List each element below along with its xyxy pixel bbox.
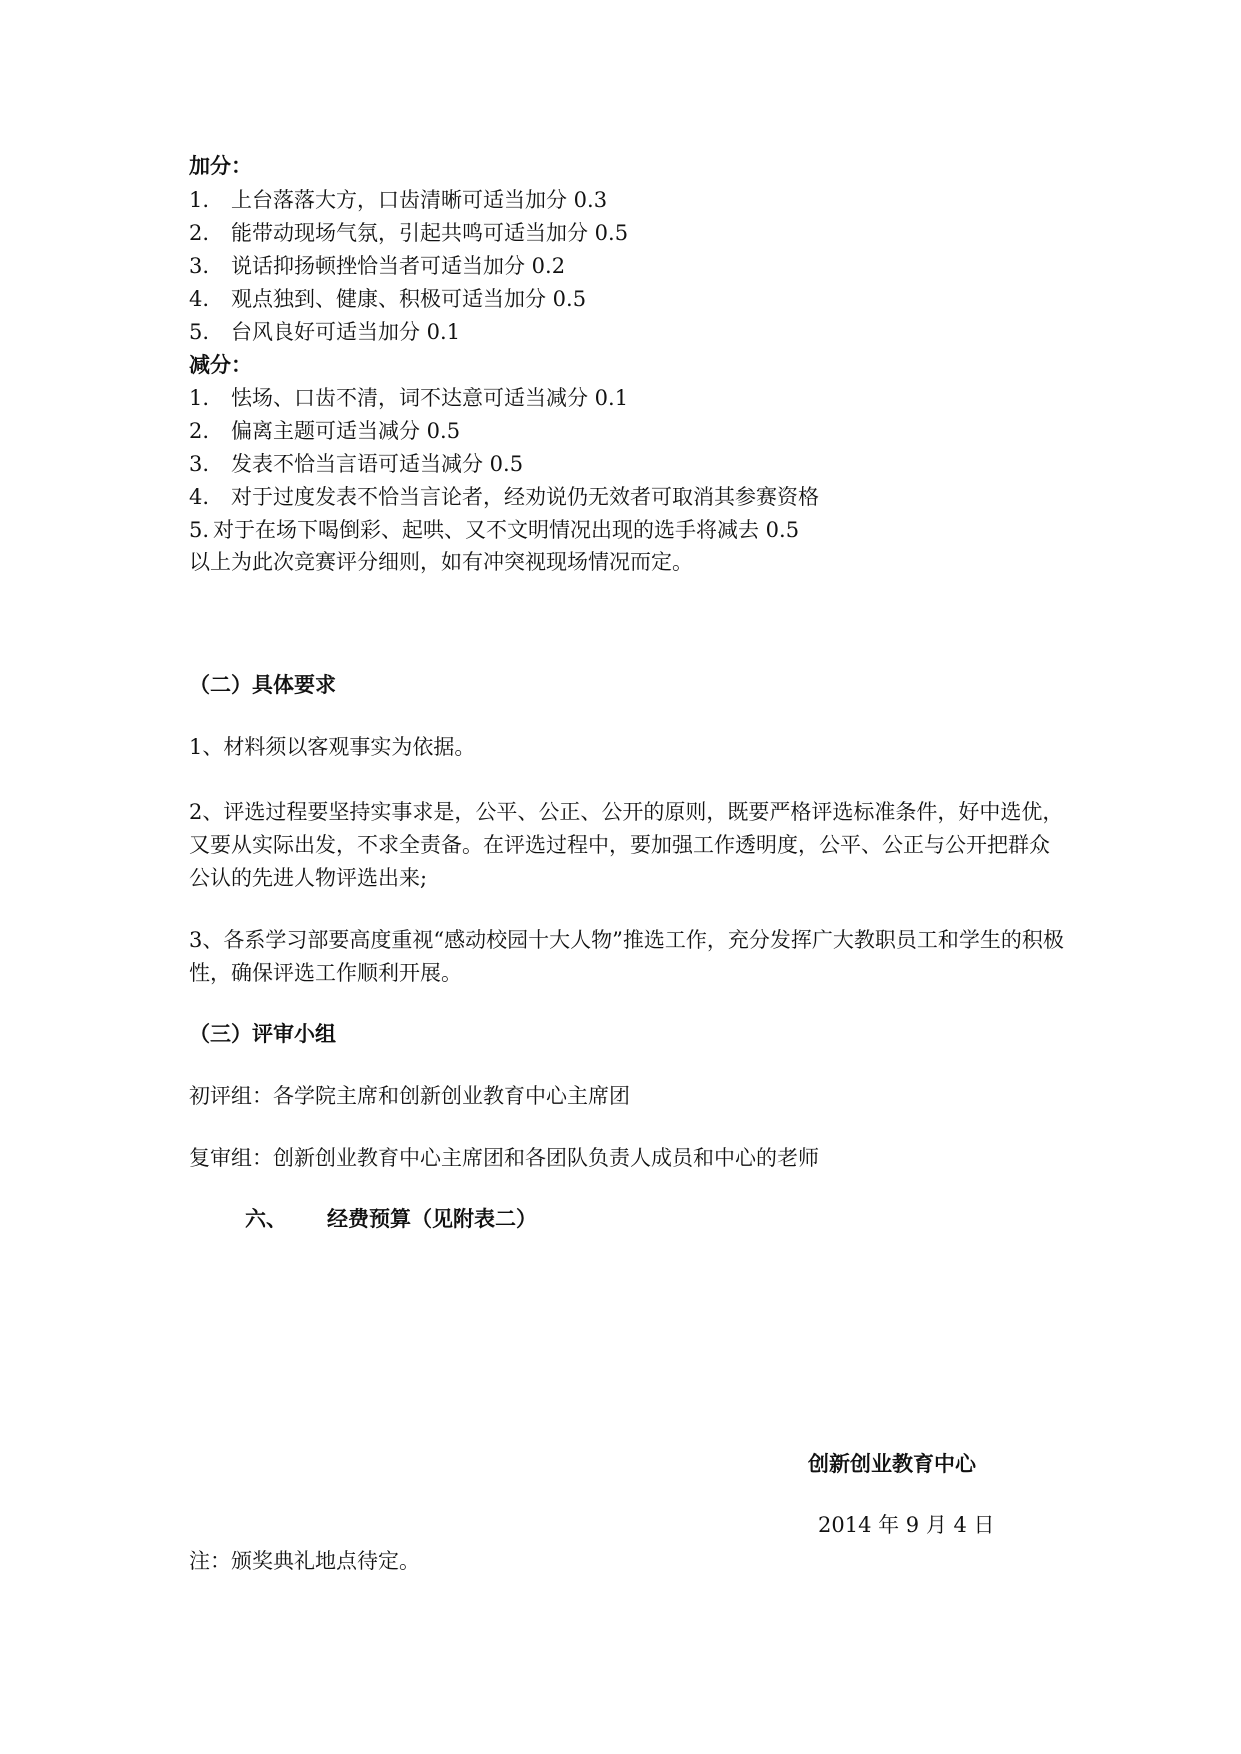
penalty-item-3-num: 3. [189, 452, 210, 476]
requirement-paragraph-2: 2、评选过程要坚持实事求是，公平、公正、公开的原则，既要严格评选标准条件，好中选优，又要从实际出发，不求全责备。在评选过程中，要加强工作透明度，公平、公正与公开把群众公认的先进人物评选出来; [189, 800, 1064, 890]
bonus-title: 加分： [189, 153, 252, 178]
bonus-item-5-num: 5. [189, 320, 210, 344]
bonus-item-1 [189, 186, 607, 214]
bonus-item-2-text: 能带动现场气氛，引起共鸣可适当加分 0.5 [231, 221, 629, 245]
penalty-item-4-num: 4. [189, 485, 210, 509]
penalty-title: 减分： [189, 352, 252, 377]
bonus-item-2 [189, 219, 628, 247]
penalty-summary: 以上为此次竞赛评分细则，如有冲突视现场情况而定。 [189, 550, 693, 574]
footnote: 注：颁奖典礼地点待定。 [189, 1549, 420, 1573]
penalty-item-2-text: 偏离主题可适当减分 0.5 [231, 419, 461, 443]
bonus-item-1-num: 1. [189, 188, 210, 212]
requirements-heading: （二）具体要求 [189, 672, 336, 697]
penalty-item-2-num: 2. [189, 419, 210, 443]
bonus-item-5 [189, 318, 460, 346]
requirement-paragraph-3: 3、各系学习部要高度重视“感动校园十大人物”推选工作，充分发挥广大教职员工和学生的积极性，确保评选工作顺利开展。 [189, 928, 1064, 985]
budget-heading-text: 经费预算（见附表二） [327, 1206, 537, 1231]
penalty-item-3-text: 发表不恰当言语可适当减分 0.5 [231, 452, 524, 476]
signature-date: 2014 年 9 月 4 日 [818, 1513, 995, 1537]
bonus-item-3-num: 3. [189, 254, 210, 278]
bonus-item-1-text: 上台落落大方，口齿清晰可适当加分 0.3 [231, 188, 608, 212]
bonus-item-4 [189, 285, 586, 313]
signature-org: 创新创业教育中心 [808, 1451, 976, 1476]
penalty-item-1 [189, 384, 628, 412]
bonus-item-2-num: 2. [189, 221, 210, 245]
review-final-group: 复审组：创新创业教育中心主席团和各团队负责人成员和中心的老师 [189, 1146, 819, 1170]
penalty-item-4-text: 对于过度发表不恰当言论者，经劝说仍无效者可取消其参赛资格 [231, 485, 819, 509]
penalty-item-4 [189, 483, 819, 511]
penalty-item-1-num: 1. [189, 386, 210, 410]
penalty-item-1-text: 怯场、口齿不清，词不达意可适当减分 0.1 [231, 386, 629, 410]
penalty-item-2 [189, 417, 460, 445]
bonus-item-4-num: 4. [189, 287, 210, 311]
penalty-item-5-num: 5. [189, 518, 210, 542]
penalty-item-5 [189, 516, 799, 544]
review-initial-group: 初评组：各学院主席和创新创业教育中心主席团 [189, 1084, 630, 1108]
budget-heading [245, 1205, 537, 1233]
bonus-item-3 [189, 252, 565, 280]
review-heading: （三）评审小组 [189, 1021, 336, 1046]
penalty-item-3 [189, 450, 523, 478]
requirement-paragraph-1: 1、材料须以客观事实为依据。 [189, 735, 476, 759]
budget-heading-num: 六、 [245, 1206, 287, 1231]
bonus-item-3-text: 说话抑扬顿挫恰当者可适当加分 0.2 [231, 254, 566, 278]
bonus-item-5-text: 台风良好可适当加分 0.1 [231, 320, 461, 344]
penalty-item-5-text: 对于在场下喝倒彩、起哄、又不文明情况出现的选手将减去 0.5 [213, 518, 800, 542]
bonus-item-4-text: 观点独到、健康、积极可适当加分 0.5 [231, 287, 587, 311]
